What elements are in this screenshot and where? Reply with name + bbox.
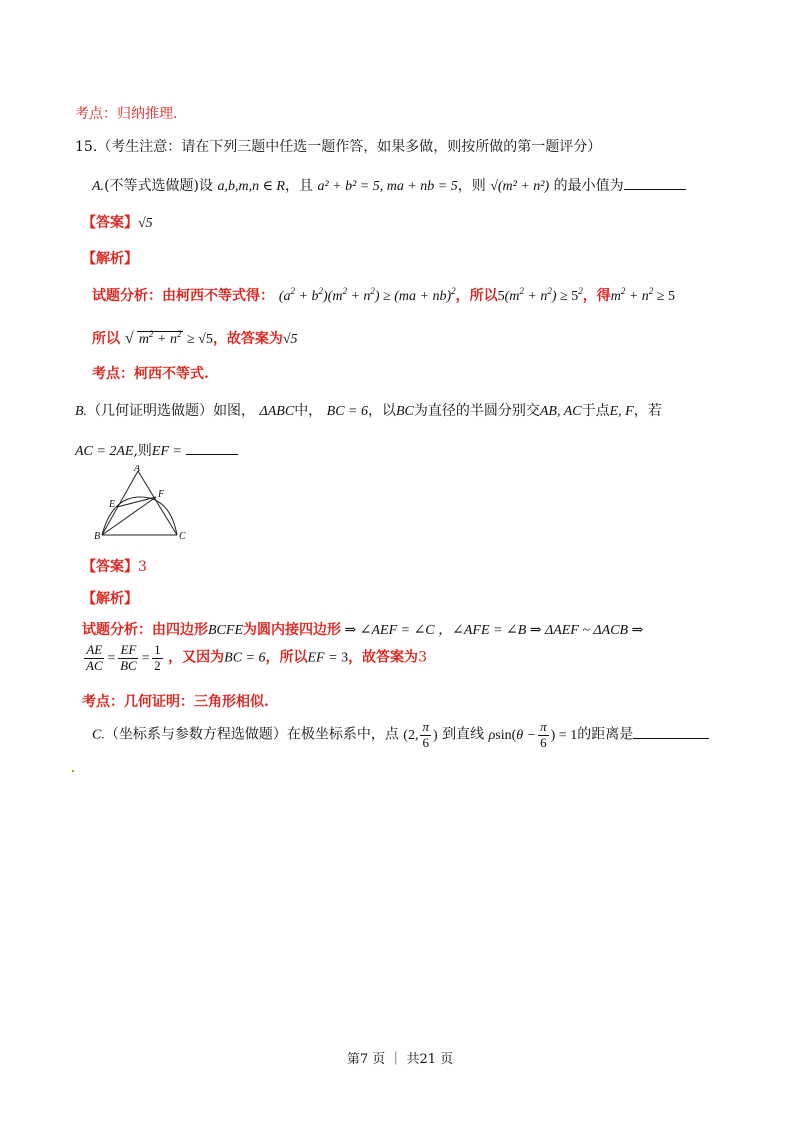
part-b-label: B. [75, 404, 88, 419]
label-b: B [94, 531, 101, 541]
part-b-ef: EF = [151, 444, 182, 459]
part-b-text-4: 为直径的半圆分别交 [413, 403, 540, 419]
part-b-text-5: 于点 [581, 403, 610, 419]
angle-relations: ⇒ ∠AEF = ∠C ，∠AFE = ∠B ⇒ ΔAEF ~ ΔACB ⇒ [341, 623, 644, 638]
part-a-condition: a² + b² = 5, ma + nb = 5 [317, 179, 458, 194]
part-a-line2-suffix: ，故答案为 [212, 331, 283, 347]
part-a-label: A. [92, 179, 105, 194]
page-footer: 第7 页 ｜ 共21 页 [346, 1052, 454, 1067]
part-a-answer-value: √5 [138, 216, 153, 231]
polar-line-equation: ρsin(θ − $\frac{\pi}{6}$ ) = 1 [488, 719, 578, 750]
label-e: E [109, 499, 116, 510]
point-coordinates: (2, $\frac{\pi}{6}$ ) [403, 719, 438, 750]
stray-mark [72, 770, 74, 772]
label-a: A [134, 465, 141, 474]
part-b-analysis-line-2 [82, 643, 427, 674]
part-b-bcfe: BCFE [208, 623, 243, 638]
part-c-question [92, 720, 709, 751]
part-b-analysis-prefix: 试题分析：由四边形 [82, 622, 208, 638]
part-a-analysis-prefix: 试题分析：由柯西不等式得： [92, 288, 274, 304]
part-b-text-3: ，以 [367, 403, 396, 419]
sqrt-inequality: √ $m^2 + n^2 \ge √5$ [125, 332, 213, 347]
label-f: F [158, 489, 165, 500]
analysis-label-a: 【解析】 [82, 251, 138, 267]
ef-result: EF = 3 [307, 650, 349, 666]
part-b-condition: AC = 2AE [75, 444, 134, 459]
part-b-question [75, 400, 662, 420]
part-b-answer-line [82, 556, 147, 576]
part-a-text-2: ，且 [284, 178, 313, 194]
part-c-answer-blank [633, 738, 709, 739]
part-a-final-answer: √5 [282, 332, 298, 347]
part-a-kaodian: 考点：柯西不等式. [92, 366, 209, 382]
part-b-analysis [82, 619, 643, 639]
part-c-label: C. [92, 727, 105, 743]
part-b-line2-suffix: ，故答案为 [348, 649, 419, 666]
part-b-text-2: 中， [294, 403, 323, 419]
part-a-answer-line [82, 212, 153, 232]
part-b-question-line-2 [75, 440, 238, 460]
part-b-line2-mid-2: ，所以 [265, 649, 308, 666]
part-a-line2-prefix: 所以 [92, 331, 120, 347]
part-b-analysis-mid: 为圆内接四边形 [243, 622, 341, 638]
label-c: C [179, 531, 186, 541]
ratio-equation: $\frac{AE}{AC}$ = $\frac{EF}{BC}$ = $\frac{1}{2}$ [86, 642, 161, 673]
triangle-semicircle-figure [92, 465, 192, 541]
part-b-line2-mid: ，又因为 [168, 649, 225, 666]
part-b-ab-ac: AB, AC [539, 404, 582, 419]
part-a-expression: √(m² + n²) [490, 179, 550, 194]
part-c-type: （坐标系与参数方程选做题） [104, 726, 287, 743]
part-b-type: （几何证明选做题） [87, 403, 214, 419]
part-a-text-3: ，则 [457, 178, 486, 194]
question-15-header: 15.（考生注意：请在下列三题中任选一题作答，如果多做，则按所做的第一题评分） [75, 139, 602, 155]
part-c-text-2: 到直线 [442, 726, 485, 743]
part-b-answer-value: 3 [138, 559, 147, 575]
cauchy-result: $m^2 + n^2 \ge 5$ [610, 286, 675, 304]
kaodian-induction: 考点：归纳推理. [75, 106, 178, 122]
part-b-answer-blank [186, 454, 238, 455]
part-b-e-f: E, F [609, 404, 634, 419]
part-b-bc-2: BC [395, 404, 414, 419]
part-a-type: (不等式选做题) [104, 178, 199, 194]
figure-svg [92, 465, 192, 541]
part-a-question [92, 175, 686, 195]
part-b-bc: BC = 6 [326, 404, 368, 419]
part-a-text-1: 设 [199, 178, 213, 194]
part-a-analysis-line-2 [92, 328, 298, 348]
part-b-text-1: 如图， [213, 403, 256, 419]
part-b-text-6: ，若 [633, 403, 662, 419]
part-b-kaodian: 考点：几何证明：三角形相似. [82, 694, 269, 710]
part-c-text-3: 的距离是 [577, 726, 634, 743]
answer-label: 【答案】 [82, 215, 138, 231]
part-a-vars: a,b,m,n ∈ R [217, 179, 285, 194]
part-b-line2-value: 3 [418, 649, 427, 666]
part-a-analysis-mid-2: ，得 [582, 288, 611, 304]
part-a-analysis-mid: ，所以 [455, 288, 498, 304]
part-a-analysis [92, 285, 675, 305]
segment-ac [138, 471, 177, 535]
part-a-answer-blank [624, 189, 686, 190]
part-a-text-4: 的最小值为 [553, 178, 624, 194]
cauchy-step: $5(m^2 + n^2) \ge 5^2$ [497, 286, 583, 304]
part-b-bc-eq: BC = 6 [224, 650, 266, 666]
analysis-label-b: 【解析】 [82, 591, 138, 607]
part-b-line2-text: ,则 [133, 443, 152, 459]
part-b-triangle: ΔABC [259, 404, 295, 419]
answer-label-b: 【答案】 [82, 559, 138, 575]
cauchy-inequality: $(a^2 + b^2)(m^2 + n^2) \ge (ma + nb)^2$ [278, 286, 456, 304]
part-c-text-1: 在极坐标系中，点 [286, 726, 399, 743]
